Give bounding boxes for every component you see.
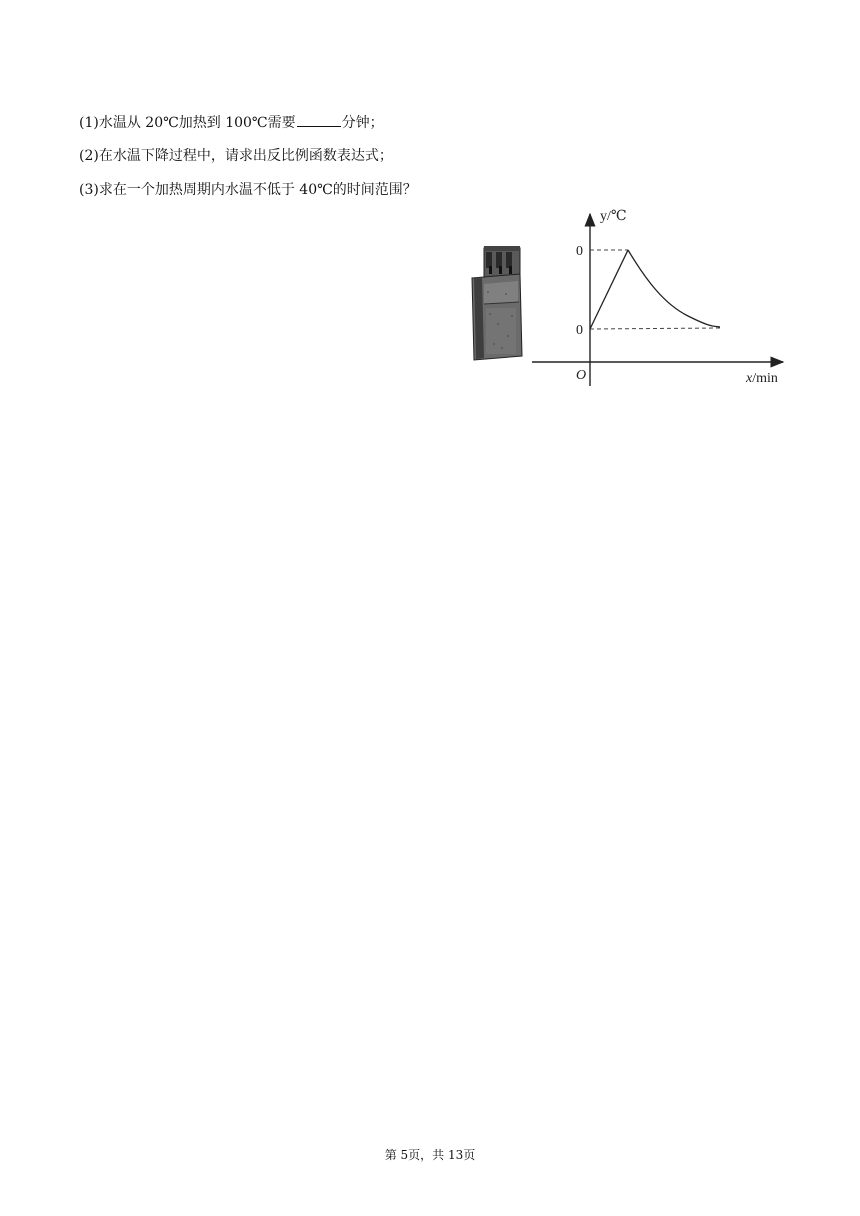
question-1	[79, 112, 384, 133]
water-dispenser-image	[468, 244, 524, 362]
y-tick-lower-label: 0	[576, 323, 583, 338]
heating-line	[590, 250, 628, 329]
x-axis-label	[745, 371, 778, 386]
temperature-time-graph	[528, 204, 793, 394]
question-1-text-before: (1)水温从 20℃加热到 100℃需要	[79, 115, 296, 131]
cooling-curve	[628, 250, 720, 327]
lower-dashed-guide	[590, 328, 720, 329]
answer-blank	[297, 112, 341, 127]
origin-label: O	[576, 368, 587, 383]
question-1-text-after: 分钟；	[341, 115, 384, 131]
question-2: (2)在水温下降过程中，请求出反比例函数表达式；	[79, 148, 393, 164]
x-axis-label-unit: /min	[752, 371, 778, 386]
question-3: (3)求在一个加热周期内水温不低于 40℃的时间范围？	[79, 182, 417, 198]
y-axis-label: y/℃	[600, 209, 627, 224]
page-footer: 第 5页，共 13页	[384, 1148, 476, 1162]
y-tick-upper-label: 0	[576, 244, 583, 259]
x-axis-label-var: x	[746, 371, 753, 386]
